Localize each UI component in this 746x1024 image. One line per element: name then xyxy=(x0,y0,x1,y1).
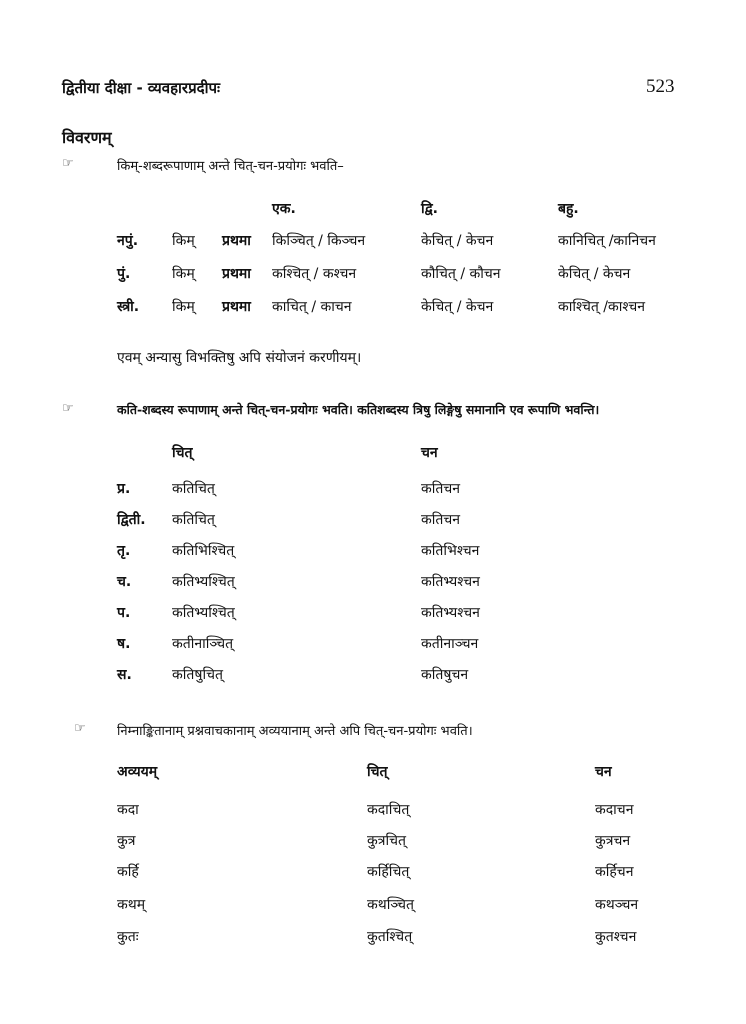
gender-cell: पुं. xyxy=(117,266,131,282)
avyaya-cell: कदा xyxy=(117,802,139,818)
dvi-cell: केचित् / केचन xyxy=(421,233,494,249)
dvi-cell: केचित् / केचन xyxy=(421,299,494,315)
chana-cell: कुतश्चन xyxy=(595,929,637,945)
col-header-chana: चन xyxy=(421,445,438,461)
col-header-avyaya: अव्ययम् xyxy=(117,764,158,780)
running-header: द्वितीया दीक्षा - व्यवहारप्रदीपः xyxy=(62,79,221,97)
bahu-cell: काश्चित् /काश्चन xyxy=(558,299,645,315)
col-header-chit: चित् xyxy=(367,764,388,780)
case-cell: प्रथमा xyxy=(222,266,251,282)
col-header-bahu: बहु. xyxy=(558,201,579,217)
col-header-chana: चन xyxy=(595,764,612,780)
chana-cell: कतिचन xyxy=(421,481,461,497)
pointing-hand-icon: ☞ xyxy=(62,156,74,171)
avyaya-cell: कर्हि xyxy=(117,864,139,880)
avyaya-cell: कथम् xyxy=(117,897,146,913)
avyaya-cell: कुतः xyxy=(117,929,139,945)
case-cell: प्रथमा xyxy=(222,299,251,315)
chit-cell: कतिभ्यश्चित् xyxy=(172,574,235,590)
chana-cell: कतिचन xyxy=(421,512,461,528)
word-cell: किम् xyxy=(172,299,195,315)
section-title: विवरणम् xyxy=(62,128,112,147)
chana-cell: कदाचन xyxy=(595,802,634,818)
chit-cell: कतिभ्यश्चित् xyxy=(172,605,235,621)
chana-cell: कुत्रचन xyxy=(595,833,631,849)
chana-cell: कतिभिश्चन xyxy=(421,543,480,559)
case-cell: स. xyxy=(117,667,132,683)
chit-cell: कथञ्चित् xyxy=(367,897,415,913)
bahu-cell: केचित् / केचन xyxy=(558,266,631,282)
gender-cell: नपुं. xyxy=(117,233,139,249)
case-cell: प्र. xyxy=(117,481,131,497)
pointing-hand-icon: ☞ xyxy=(62,401,74,416)
case-cell: प. xyxy=(117,605,131,621)
gender-cell: स्त्री. xyxy=(117,299,140,315)
chit-cell: कतिचित् xyxy=(172,481,215,497)
chit-cell: कतीनाञ्चित् xyxy=(172,636,234,652)
case-cell: च. xyxy=(117,574,132,590)
word-cell: किम् xyxy=(172,233,195,249)
chana-cell: कतिषुचन xyxy=(421,667,469,683)
dvi-cell: कौचित् / कौचन xyxy=(421,266,501,282)
case-cell: तृ. xyxy=(117,543,131,559)
chit-cell: कुत्रचित् xyxy=(367,833,406,849)
chit-cell: कुतश्चित् xyxy=(367,929,413,945)
chana-cell: कतिभ्यश्चन xyxy=(421,574,480,590)
col-header-dvi: द्वि. xyxy=(421,201,438,217)
block3-intro: निम्नाङ्कितानाम् प्रश्नवाचकानाम् अव्ययानाम् अन्ते अपि चित्-चन-प्रयोगः भवति। xyxy=(117,724,473,739)
block2-intro: कति-शब्दस्य रूपाणाम् अन्ते चित्-चन-प्रयोगः भवति। कतिशब्दस्य त्रिषु लिङ्गेषु समानानि एव रूपाणि भवन्ति। xyxy=(117,402,600,417)
chit-cell: कतिषुचित् xyxy=(172,667,223,683)
avyaya-cell: कुत्र xyxy=(117,833,136,849)
chana-cell: कतिभ्यश्चन xyxy=(421,605,480,621)
word-cell: किम् xyxy=(172,266,195,282)
pointing-hand-icon: ☞ xyxy=(74,721,86,736)
col-header-chit: चित् xyxy=(172,445,193,461)
chana-cell: कतीनाञ्चन xyxy=(421,636,479,652)
case-cell: प्रथमा xyxy=(222,233,251,249)
block1-note: एवम् अन्यासु विभक्तिषु अपि संयोजनं करणीयम्। xyxy=(117,350,362,366)
chit-cell: कतिचित् xyxy=(172,512,215,528)
block1-intro: किम्-शब्दरूपाणाम् अन्ते चित्-चन-प्रयोगः भवति– xyxy=(117,159,344,174)
case-cell: द्विती. xyxy=(117,512,146,528)
ek-cell: काचित् / काचन xyxy=(272,299,352,315)
bahu-cell: कानिचित् /कानिचन xyxy=(558,233,656,249)
case-cell: ष. xyxy=(117,636,131,652)
chana-cell: कथञ्चन xyxy=(595,897,639,913)
ek-cell: किञ्चित् / किञ्चन xyxy=(272,233,366,249)
page-number: 523 xyxy=(646,76,675,97)
chit-cell: कतिभिश्चित् xyxy=(172,543,235,559)
chana-cell: कर्हिचन xyxy=(595,864,634,880)
chit-cell: कदाचित् xyxy=(367,802,410,818)
col-header-ek: एक. xyxy=(272,201,296,217)
chit-cell: कर्हिचित् xyxy=(367,864,410,880)
ek-cell: कश्चित् / कश्चन xyxy=(272,266,357,282)
